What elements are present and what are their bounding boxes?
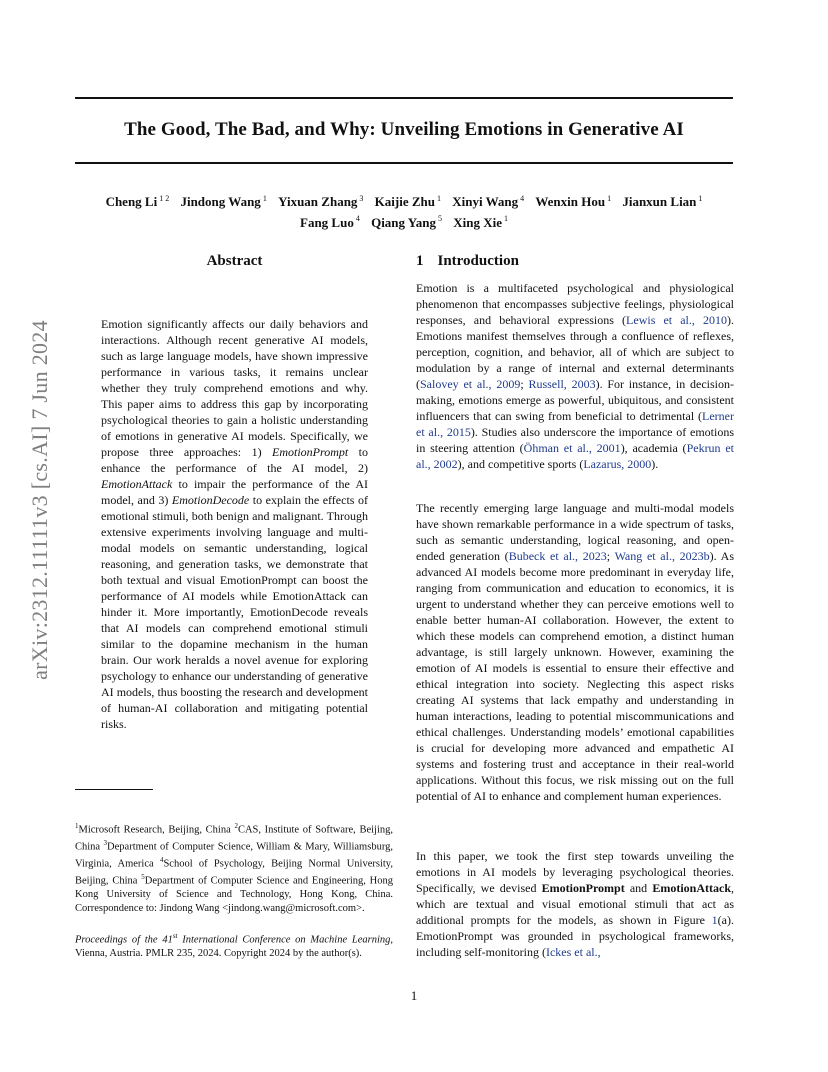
figure-reference-link[interactable]: 1: [711, 913, 718, 927]
author-list: [75, 190, 733, 231]
affiliations-footnote: $^1$Microsoft Research, Beijing, China $^2$CAS, Institute of Software, Beijing, China $^3$Department of Computer Science, William & Mary, Williamsburg, Virginia, America $^4$School of Psychology, Beijing Normal University, Beijing, China $^5$Department of Computer Science and Engineering, Hong Kong University of Science and Technology, Hong Kong, China. Correspondence to: Jindong Wang <jindong.wang@microsoft.com>.: [75, 822, 394, 914]
citation-link[interactable]: Lazarus, 2000: [583, 457, 652, 471]
citation-link[interactable]: Öhman et al., 2001: [523, 441, 621, 455]
author: Kaijie Zhu $^1$: [374, 194, 441, 210]
citation-link[interactable]: Wang et al., 2023b: [614, 549, 710, 563]
author: Xinyi Wang $^4$: [452, 194, 525, 210]
author: Jianxun Lian $^1$: [622, 194, 703, 210]
citation-link[interactable]: Salovey et al., 2009: [420, 377, 521, 391]
citation-link[interactable]: Pekrun et al., 2002: [416, 441, 735, 471]
section-heading-introduction: 1 Introduction: [416, 253, 519, 269]
citation-link[interactable]: Bubeck et al., 2023: [508, 549, 607, 563]
proceedings-note: Proceedings of the 41st International Conference on Machine Learning, Vienna, Austria. PMLR 235, 2024. Copyright 2024 by the author(s).: [75, 932, 393, 959]
citation-link[interactable]: Ickes et al.,: [545, 945, 601, 959]
author: Wenxin Hou $^1$: [535, 194, 612, 210]
abstract-body: Emotion significantly affects our daily behaviors and interactions. Although recent generative AI models, such as large language models, have shown impressive performance in various tasks, it remains unclear whether they truly comprehend emotions and why. This paper aims to address this gap by incorporating psychological theories to gain a holistic understanding of emotions in generative AI models. Specifically, we propose three approaches: 1) EmotionPrompt to enhance the performance of the AI model, 2) EmotionAttack to impair the performance of the AI model, and 3) EmotionDecode to explain the effects of emotional stimuli, both benign and malignant. Through extensive experiments involving language and multi-modal models on semantic understanding, logical reasoning, and generation tasks, we demonstrate that both textual and visual EmotionPrompt can boost the performance of AI models while EmotionAttack can hinder it. More importantly, EmotionDecode reveals that AI models can comprehend emotional stimuli similar to the dopamine mechanism in the human brain. Our work heralds a novel avenue for exploring psychology to enhance our understanding of generative AI models, thus boosting the research and development of human-AI collaboration and mitigating potential risks.: [101, 317, 368, 731]
paper-title: The Good, The Bad, and Why: Unveiling Emotions in Generative AI: [124, 119, 684, 140]
author: Yixuan Zhang $^3$: [278, 194, 364, 210]
title-rule-top: [75, 97, 733, 99]
intro-paragraph: In this paper, we took the first step towards unveiling the emotions in AI models by leveraging psychological theories. Specifically, we devised EmotionPrompt and EmotionAttack, which are textual and visual emotional stimuli that act as additional prompts for the models, as shown in Figure 1(a). EmotionPrompt was grounded in psychological frameworks, including self-monitoring (Ickes et al.,: [416, 849, 734, 959]
author: Qiang Yang $^5$: [371, 214, 442, 230]
abstract-heading: Abstract: [206, 253, 263, 269]
page-number: 1: [410, 988, 418, 1003]
citation-link[interactable]: Lewis et al., 2010: [626, 313, 727, 327]
author: Xing Xie $^1$: [453, 214, 508, 230]
author: Fang Luo $^4$: [300, 214, 360, 230]
intro-paragraph: The recently emerging large language and multi-modal models have shown remarkable performance in a wide spectrum of tasks, such as semantic understanding, logical reasoning, and open-ended generation (Bubeck et al., 2023; Wang et al., 2023b). As advanced AI models become more predominant in everyday life, ranging from communication and education to economics, it is urgent to understand whether they can perceive emotions well to enable better human-AI collaboration. However, the extent to which these models can comprehend emotion, a distinct human advantage, is still largely unknown. However, examining the emotion of AI models is essential to ensure their effective and ethical integration into society. Neglecting this aspect risks creating AI systems that lack empathy and understanding in human interactions, leading to potential miscommunications and ethical challenges. Understanding models’ emotional capabilities is crucial for developing more advanced and empathetic AI systems and fostering trust and acceptance in their real-world applications. Without this focus, we risk missing out on the full potential of AI to enhance and complement human experiences.: [416, 501, 735, 803]
author: Cheng Li $^{1 2}$: [105, 194, 170, 210]
author: Jindong Wang $^1$: [180, 194, 267, 210]
arxiv-identifier: arXiv:2312.11111v3 [cs.AI] 7 Jun 2024: [27, 320, 52, 680]
intro-paragraph: Emotion is a multifaceted psychological and physiological phenomenon that encompasses subjective feelings, physiological responses, and behavioral expressions (Lewis et al., 2010). Emotions manifest themselves through a confluence of reflexes, perception, cognition, and behavior, all of which are subject to modulation by a range of internal and external determinants (Salovey et al., 2009; Russell, 2003). For instance, in decision-making, emotions emerge as powerful, ubiquitous, and consistent influencers that can swing from beneficial to detrimental (Lerner et al., 2015). Studies also underscore the importance of emotions in steering attention (Öhman et al., 2001), academia (Pekrun et al., 2002), and competitive sports (Lazarus, 2000).: [416, 281, 735, 471]
citation-link[interactable]: Russell, 2003: [528, 377, 596, 391]
footnote-rule: [75, 789, 153, 790]
citation-link[interactable]: Lerner et al., 2015: [416, 409, 734, 439]
title-rule-bottom: [75, 162, 733, 164]
